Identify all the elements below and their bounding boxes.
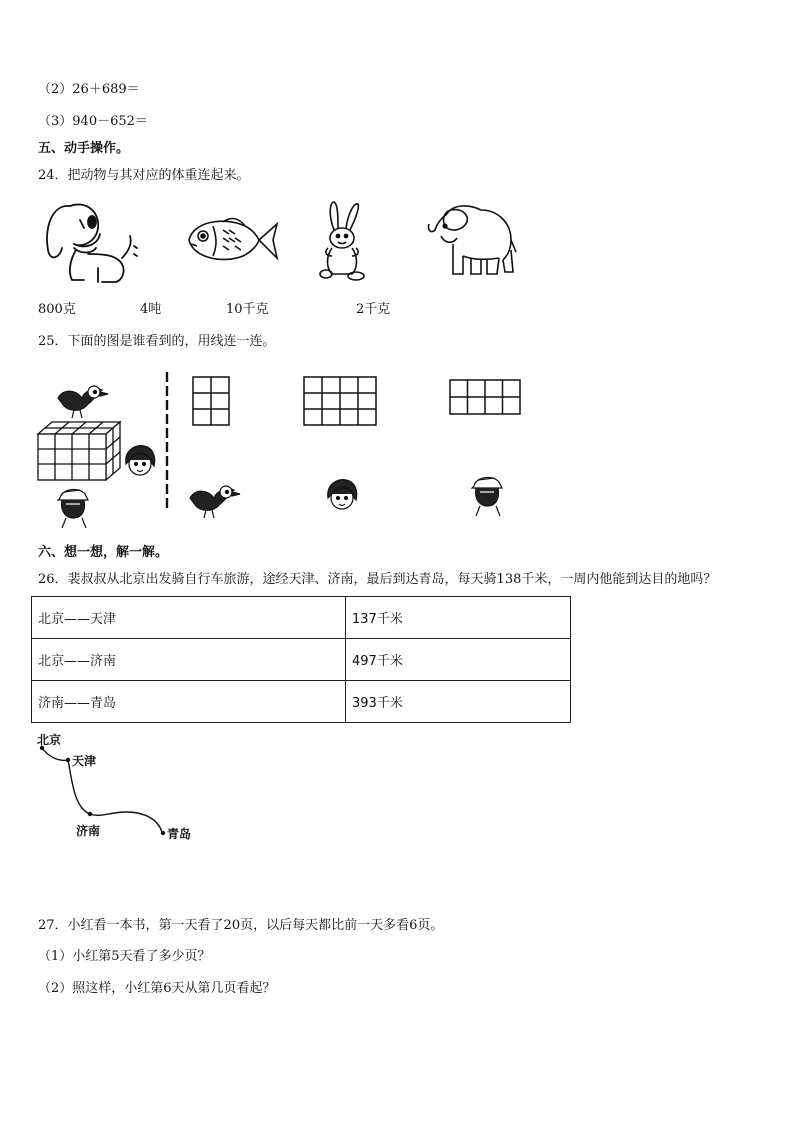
- boy-icon: [56, 484, 90, 528]
- weight-label: 10千克: [226, 302, 269, 317]
- girl-icon: [324, 478, 360, 512]
- question-27-sub1: （1）小红第5天看了多少页？: [38, 949, 211, 964]
- calc-q3: （3）940－652＝: [38, 114, 148, 129]
- question-26: 26．裴叔叔从北京出发骑自行车旅游，途经天津、济南，最后到达青岛，每天骑138千米，一周内他能到达目的地吗？: [38, 572, 717, 587]
- map-city-label: 济南: [76, 824, 101, 838]
- distance-cell: 137千米: [346, 597, 571, 639]
- section-heading-6: 六、想一想，解一解。: [38, 545, 169, 560]
- table-row: [32, 639, 571, 681]
- distance-cell: 497千米: [346, 639, 571, 681]
- route-map: [34, 740, 174, 840]
- distance-table: [31, 596, 571, 723]
- bird-icon: [186, 480, 242, 520]
- route-cell: 北京——济南: [32, 639, 346, 681]
- girl-icon: [122, 444, 158, 478]
- cube-stack-icon: [36, 420, 122, 482]
- elephant-icon: [423, 200, 518, 280]
- weight-label: 800克: [38, 302, 76, 317]
- section-heading-5: 五、动手操作。: [38, 141, 130, 156]
- map-city-label: 天津: [72, 754, 97, 768]
- distance-cell: 393千米: [346, 681, 571, 723]
- weight-label: 2千克: [356, 302, 391, 317]
- map-city-label: 青岛: [167, 827, 192, 841]
- dog-icon: [40, 198, 138, 288]
- route-cell: 济南——青岛: [32, 681, 346, 723]
- route-cell: 北京——天津: [32, 597, 346, 639]
- weight-label: 4吨: [140, 302, 162, 317]
- divider: [163, 372, 171, 512]
- table-row: [32, 681, 571, 723]
- bird-icon: [54, 380, 110, 420]
- rabbit-icon: [316, 200, 372, 284]
- view-grid-4x2: [449, 379, 523, 417]
- view-grid-2x3: [192, 376, 232, 428]
- question-24: 24．把动物与其对应的体重连起来。: [38, 168, 250, 183]
- calc-q2: （2）26＋689＝: [38, 82, 140, 97]
- view-grid-4x3: [303, 376, 379, 428]
- fish-icon: [183, 212, 279, 268]
- question-27-sub2: （2）照这样，小红第6天从第几页看起？: [38, 981, 276, 996]
- table-row: [32, 597, 571, 639]
- boy-icon: [470, 472, 504, 516]
- map-city-label: 北京: [37, 733, 62, 747]
- question-27: 27．小红看一本书，第一天看了20页，以后每天都比前一天多看6页。: [38, 918, 444, 933]
- question-25: 25．下面的图是谁看到的，用线连一连。: [38, 334, 276, 349]
